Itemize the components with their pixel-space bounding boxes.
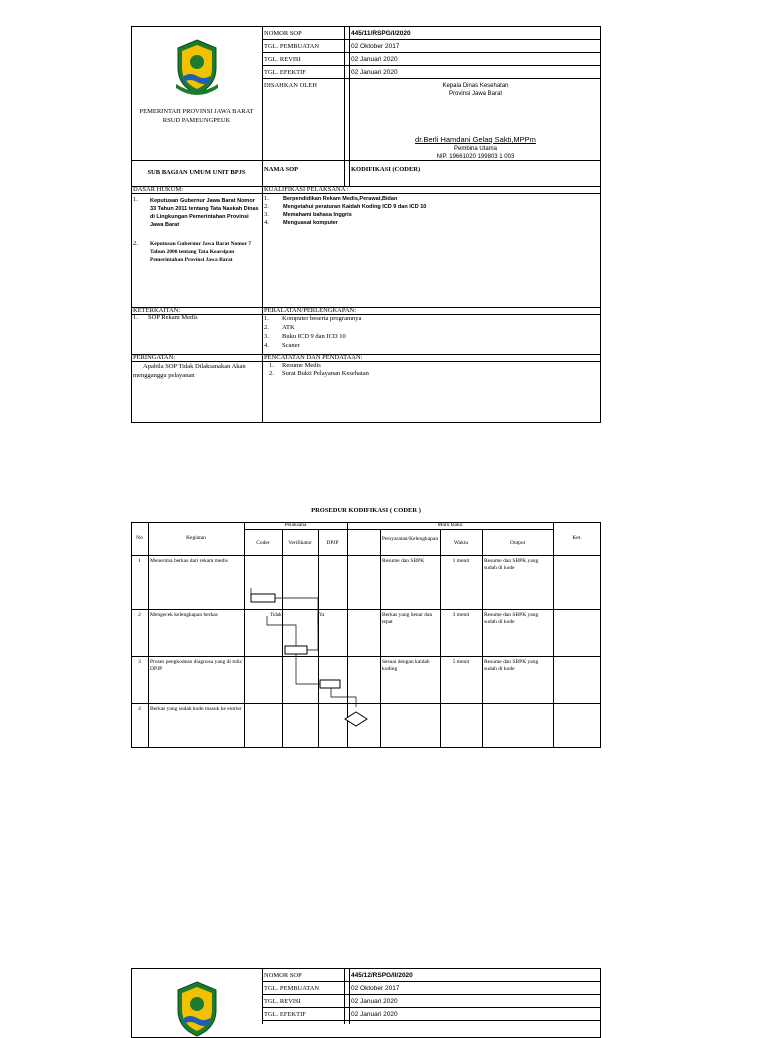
col-header-persyaratan: Persyaratan/Kelengkapan	[381, 536, 439, 542]
peralatan-item: Scaner	[282, 342, 300, 349]
divider	[349, 26, 350, 186]
col-header-pelaksana: Pelaksana	[284, 522, 307, 528]
flow-label-ya: Ya	[319, 613, 325, 618]
list-num: 3.	[264, 333, 269, 340]
dasar-hukum-item: Keputusan Gubernur Jawa Barat Nomor 33 Tahun 2011 tentang Tata Naskah Dinas di Lingkungan Pemerintahan Provinsi Jawa Barat	[150, 198, 259, 228]
meta-value: 02 Januari 2020	[351, 69, 398, 76]
row-kegiatan: Proses pengkodean diagnosa yang di tulis DPJP	[150, 659, 242, 672]
approver-rank: Pembina Utama	[453, 146, 498, 152]
row-waktu: 1 menit	[452, 558, 470, 564]
list-num: 3.	[264, 211, 269, 218]
col-header-no: No	[136, 535, 143, 541]
col-header-verifikator: Verifikator	[288, 540, 312, 546]
approver-name: dr.Berli Hamdani Gelaq Sakti,MPPm	[415, 135, 536, 144]
pencatatan-item: Resume Medis	[282, 362, 321, 369]
row-kegiatan: Menerima berkas dari rekam medis	[150, 558, 228, 564]
meta-value: 02 Januari 2020	[351, 1011, 398, 1018]
list-num: 1.	[264, 315, 269, 322]
flow-process-verifikator	[285, 646, 307, 654]
row-output: Resume dan SBPK yang sudah di kode	[484, 659, 539, 672]
peringatan-text: Apabila SOP Tidak Dilaksanakan Akan mengganggu pelayanan	[133, 363, 246, 379]
list-num: 1.	[269, 362, 274, 369]
divider	[344, 26, 345, 186]
dasar-hukum-item: Keputusan Gubernur Jawa Barat Nomor 7 Tahun 2000 tentang Tata Kearsipan Pemerintahan Provinsi Jawa Barat	[150, 241, 252, 263]
list-num: 4.	[264, 219, 269, 226]
kualifikasi-item: Memahami bahasa Inggris	[283, 212, 352, 218]
section-label: PERALATAN/PERLENGKAPAN:	[264, 307, 357, 314]
flow-process-coder-1	[251, 594, 275, 602]
row-output: Resume dan SBPK yang sudah di kode	[484, 612, 539, 625]
list-num: 2.	[264, 324, 269, 331]
section-label: PERINGATAN:	[133, 354, 176, 361]
list-num: 1.	[133, 314, 138, 321]
section-label: PENCATATAN DAN PENDATAAN:	[264, 354, 363, 361]
flow-terminator	[345, 712, 367, 726]
list-num: 2.	[133, 240, 138, 247]
meta-label: TGL. EFEKTIF	[264, 69, 306, 76]
keterkaitan-item: SOP Rekam Medis	[148, 314, 198, 321]
meta-value: 02 Januari 2020	[351, 998, 398, 1005]
meta-value: 445/11/RSPG/I/2020	[351, 30, 411, 37]
meta-value: 02 Oktober 2017	[351, 985, 400, 992]
meta-value: 02 Oktober 2017	[351, 43, 400, 50]
pencatatan-item: Surat Bukti Pelayanan Kesehatan	[282, 370, 369, 377]
row-no: 1	[138, 558, 141, 564]
row-persyaratan: Resume dan SBPK	[382, 558, 425, 564]
col-header-waktu: Waktu	[453, 540, 469, 546]
section-label: KETERKAITAN:	[133, 307, 181, 314]
flow-connector	[267, 614, 318, 650]
peralatan-item: ATK	[282, 324, 295, 331]
flow-label-tidak: Tidak	[270, 613, 282, 618]
kualifikasi-item: Berpendidikan Rekam Medis,Perawat,Bidan	[283, 196, 398, 202]
flow-connector	[296, 654, 320, 684]
peralatan-item: Buku ICD 9 dan ICD 10	[282, 333, 346, 340]
row-kegiatan: Mengecek kelengkapan berkas	[150, 612, 218, 618]
meta-label: NOMOR SOP	[264, 30, 302, 37]
meta-label: TGL. PEMBUATAN	[264, 985, 320, 992]
kualifikasi-item: Mengetahui peraturan Kaidah Koding ICD 9 dan ICD 10	[283, 204, 427, 210]
meta-label: TGL. PEMBUATAN	[264, 43, 320, 50]
approver-title: Kepala Dinas Kesehatan	[442, 83, 509, 89]
nama-sop-value: KODIFIKASI (CODER)	[351, 166, 421, 173]
divider	[262, 26, 263, 423]
row-no: 4	[138, 706, 141, 712]
col-header-dpjp: DPJP	[326, 540, 339, 546]
west-java-crest-logo	[172, 38, 222, 96]
meta-label: DISAHKAN OLEH	[264, 82, 317, 89]
section-label: DASAR HUKUM:	[133, 186, 184, 193]
flow-process-dpjp	[320, 680, 340, 688]
approver-nip: NIP. 19661020 199803 1 003	[436, 154, 515, 160]
approver-title: Provinsi Jawa Barat	[448, 91, 503, 97]
row-persyaratan: Sesuai dengan kaidah koding	[382, 659, 430, 672]
row-persyaratan: Berkas yang benar dan tepat	[382, 612, 433, 625]
meta-label: TGL. REVISI	[264, 56, 301, 63]
west-java-crest-logo	[172, 980, 222, 1038]
row-no: 3	[138, 659, 141, 665]
row-kegiatan: Berkas yang sudah kode masuk ke entrier	[150, 706, 242, 712]
meta-label: TGL. REVISI	[264, 998, 301, 1005]
peralatan-item: Komputer beserta programnya	[282, 315, 362, 322]
col-header-coder: Coder	[256, 540, 270, 546]
nama-sop-label: NAMA SOP	[264, 166, 299, 173]
meta-label: NOMOR SOP	[264, 972, 302, 979]
meta-label: TGL. EFEKTIF	[264, 1011, 306, 1018]
list-num: 2.	[264, 203, 269, 210]
section-label: KUALIFIKASI PELAKSANA :	[264, 186, 349, 193]
col-header-ket: Ket.	[572, 535, 582, 541]
row-output: Resume dan SBPK yang sudah di kode	[484, 558, 539, 571]
col-header-output: Output	[509, 540, 526, 546]
meta-value: 02 Januari 2020	[351, 56, 398, 63]
flow-connector	[331, 688, 356, 707]
row-waktu: 3 menit	[452, 612, 470, 618]
hospital-name: RSUD PAMEUNGPEUK	[162, 117, 231, 124]
row-no: 2	[138, 612, 141, 618]
unit-name: SUB BAGIAN UMUM UNIT BPJS	[147, 169, 246, 176]
list-num: 2.	[269, 370, 274, 377]
list-num: 4.	[264, 342, 269, 349]
prosedur-title: PROSEDUR KODIFIKASI ( CODER )	[311, 507, 421, 514]
list-num: 1.	[133, 196, 138, 203]
col-header-kegiatan: Kegiatan	[186, 535, 206, 541]
meta-value: 445/12/RSPG/II/2020	[351, 972, 413, 979]
kualifikasi-item: Menguasai komputer	[283, 220, 339, 226]
org-name: PEMERINTAH PROVINSI JAWA BARAT	[139, 108, 254, 115]
flowchart	[131, 522, 601, 748]
row-waktu: 5 menit	[452, 659, 470, 665]
col-header-mutu-baku: Mutu Baku	[437, 522, 463, 528]
list-num: 1.	[264, 195, 269, 202]
